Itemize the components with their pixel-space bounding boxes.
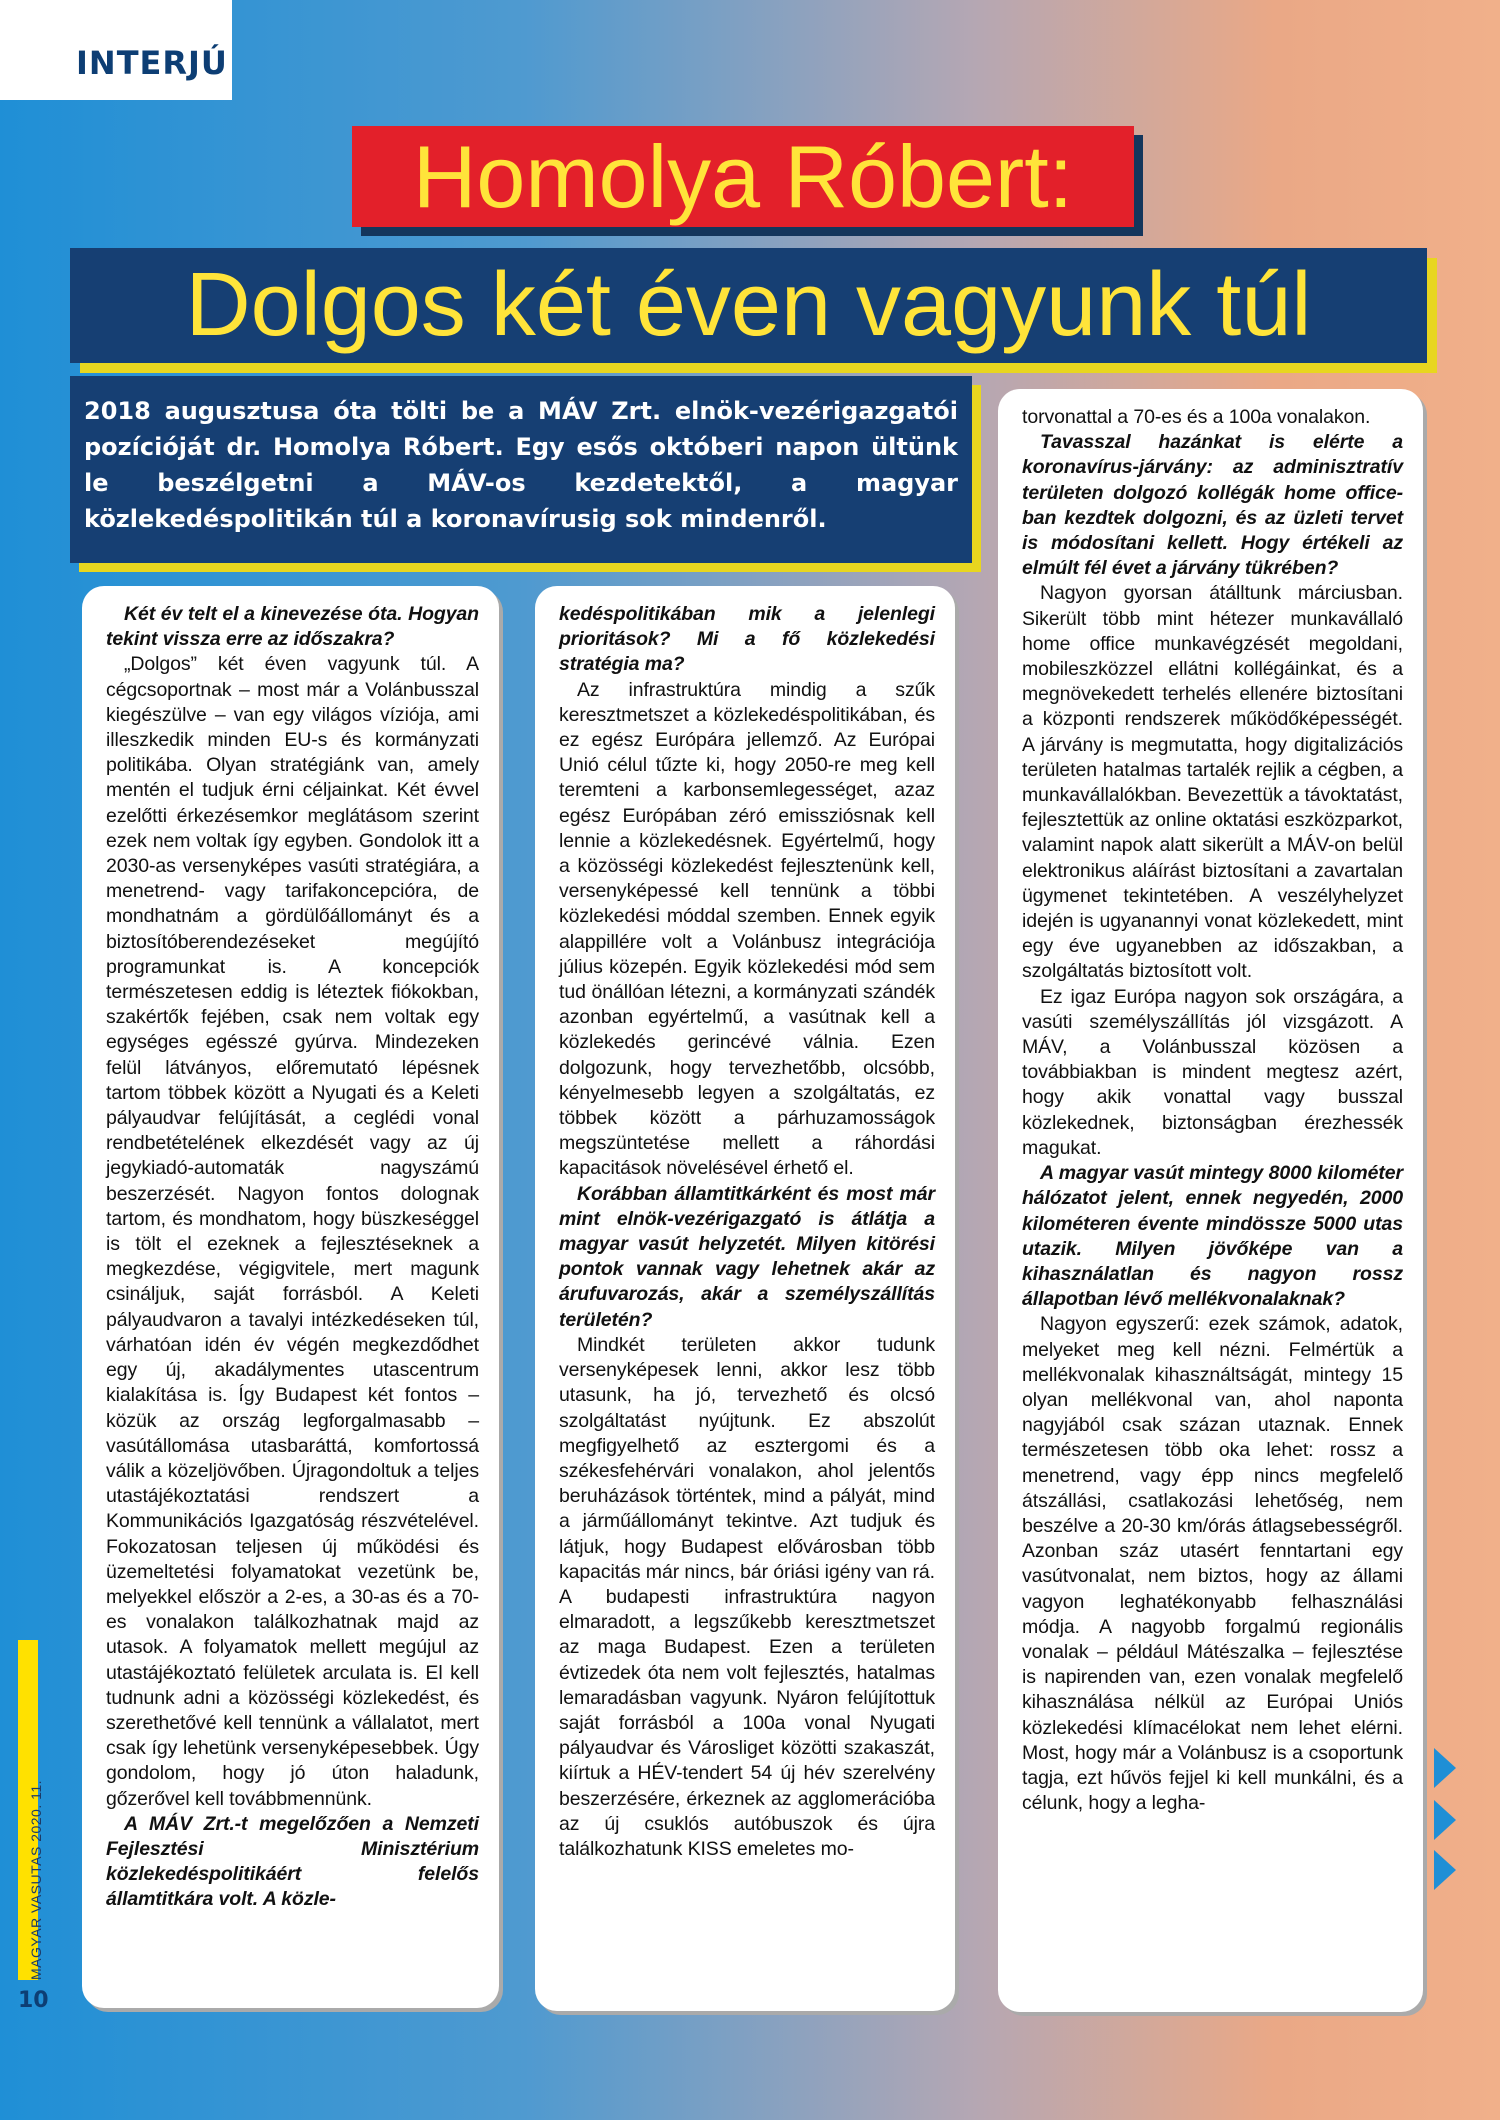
question-paragraph: A MÁV Zrt.-t megelőzően a Nemzeti Fejlesztési Minisztérium közlekedéspolitikáért felelős államtitkára volt. A közle- bbox=[106, 1812, 479, 1911]
article-column-3 bbox=[998, 389, 1423, 2012]
answer-paragraph: Ez igaz Európa nagyon sok országára, a vasúti személyszállítás jól vizsgázott. A MÁV, a Volánbusszal közösen a továbbiakban is mindent megtesz azért, hogy akik vonattal vagy busszal közlekednek, biztonságban érezhessék magukat. bbox=[1022, 985, 1403, 1159]
continue-arrow-icon bbox=[1434, 1748, 1456, 1788]
question-paragraph: A magyar vasút mintegy 8000 kilométer hálózatot jelent, ennek negyedén, 2000 kilométeren évente mindössze 5000 utas utazik. Milyen jövőképe van a kihasználatlan és nagyon rossz állapotban lévő mellékvonalaknak? bbox=[1022, 1162, 1403, 1311]
answer-paragraph: Nagyon egyszerű: ezek számok, adatok, melyeket meg kell nézni. Felmértük a mellékvonalak kihasználtságát, mintegy 15 olyan mellékvonal van, ahol naponta nagyjából csak százan utaznak. Ennek természetesen több oka lehet: rossz a menetrend, vagy épp nincs megfelelő átszállási, csatlakozási lehetőség, nem beszélve a 20-30 km/órás átlagsebességről. Azonban száz utasért fenntartani egy vasútvonalat, nem biztos, hogy az állami vagyon leghatékonyabb felhasználási módja. A nagyobb forgalmú regionális vonalak – például Mátészalka – fejlesztése is napirenden van, ezen vonalak megfelelő kihasználása nélkül az Európai Uniós közlekedési klímacélokat nem lehet elérni. Most, hogy már a Volánbusz is a csoportunk tagja, ezt hűvös fejjel ki kell munkálni, és a célunk, hogy a legha- bbox=[1022, 1313, 1403, 1815]
article-column-2 bbox=[535, 586, 955, 2011]
section-label: INTERJÚ bbox=[76, 44, 228, 82]
section-tag bbox=[0, 0, 232, 100]
question-paragraph: Tavasszal hazánkat is elérte a koronavírus-járvány: az adminisztratív területen dolgozó kollégák home office-ban kezdtek dolgozni, és az üzleti tervet is módosítani kellett. Hogy értékeli az elmúlt fél évet a járvány tükrében? bbox=[1022, 431, 1403, 580]
answer-paragraph: Az infrastruktúra mindig a szűk keresztmetszet a közlekedéspolitikában, és ez egész Európára jellemző. Az Európai Unió célul tűzte ki, hogy 2050-re meg kell teremteni a karbonsemlegességet, azaz egész Európában zéró emissziósnak kell lennie a közlekedésnek. Egyértelmű, hogy a közösségi közlekedést fejlesztenünk kell, versenyképessé kell tennünk a többi közlekedési móddal szemben. Ennek egyik alappillére volt a Volánbusz integrációja július közepén. Egyik közlekedési mód sem tud önállóan létezni, a kormányzati szándék azonban egyértelmű, a vasútnak kell a közlekedés gerincévé válnia. Ezen dolgozunk, hogy tervezhetőbb, olcsóbb, kényelmesebb legyen a szolgáltatás, ez többek között a párhuzamosságok megszüntetése mellett a ráhordási kapacitások növelésével érhető el. bbox=[559, 678, 935, 1180]
answer-paragraph: Mindkét területen akkor tudunk versenyképesek lenni, akkor lesz több utasunk, ha jó, tervezhető és olcsó szolgáltatást nyújtunk. Ez abszolút megfigyelhető az esztergomi és a székesfehérvári vonalakon, ahol jelentős beruházások történtek, mind a pályát, mind a járműállományt tekintve. Azt tudjuk és látjuk, hogy Budapest elővárosban több kapacitás már nincs, bár óriási igény van rá. A budapesti infrastruktúra nagyon elmaradott, a legszűkebb keresztmetszet az maga Budapest. Ezen a területen évtizedek óta nem volt fejlesztés, hatalmas lemaradásban vagyunk. Nyáron felújítottuk saját forrásból a 100a vonal Nyugati pályaudvar és Városliget közötti szakaszát, kiírtuk a HÉV-tendert 54 új hév szerelvény beszerzésére, érkeznek az agglomerációba az új csuklós autóbuszok és újra találkozhatunk KISS emeletes mo- bbox=[559, 1333, 935, 1860]
question-paragraph: kedéspolitikában mik a jelenlegi prioritások? Mi a fő közlekedési stratégia ma? bbox=[559, 603, 935, 676]
headline-line-1: Homolya Róbert: bbox=[352, 126, 1134, 227]
page-number: 10 bbox=[18, 1988, 49, 2013]
headline-line-2: Dolgos két éven vagyunk túl bbox=[70, 248, 1427, 363]
article-column-1 bbox=[82, 586, 499, 2008]
continue-arrow-icon bbox=[1434, 1800, 1456, 1840]
question-paragraph: Korábban államtitkárként és most már mint elnök-vezérigazgató is átlátja a magyar vasút helyzetét. Milyen kitörési pontok vannak vagy lehetnek akár az árufuvarozás, akár a személyszállítás területén? bbox=[559, 1182, 935, 1331]
question-paragraph: Két év telt el a kinevezése óta. Hogyan tekint vissza erre az időszakra? bbox=[106, 603, 479, 651]
lead-box bbox=[70, 376, 972, 563]
spine-publication: MAGYAR VASUTAS 2020. 11. bbox=[28, 1779, 44, 1980]
answer-paragraph: Nagyon gyorsan átálltunk márciusban. Sikerült több mint hétezer munkavállaló home office munkavégzését megoldani, mobileszközzel ellátni kollégáinkat, és a megnövekedett terhelés ellenére biztosítani a központi rendszerek működőképességét. A járvány is megmutatta, hogy digitalizációs területen hatalmas tartalék rejlik a cégben, a munkavállalókban. Bevezettük a távoktatást, fejlesztettük az online oktatási eszközparkot, valamint napok alatt sikerült a MÁV-on belül elektronikus aláírást biztosítani a zavartalan ügymenet tekintetében. A veszélyhelyzet idején is ugyanannyi vonat közlekedett, mint egy éve ugyanebben az időszakban, a szolgáltatás biztosított volt. bbox=[1022, 582, 1403, 983]
answer-paragraph: „Dolgos” két éven vagyunk túl. A cégcsoportnak – most már a Volánbusszal kiegészülve – van egy világos víziója, ami illeszkedik minden EU-s és kormányzati politikába. Olyan stratégiánk van, amely mentén el tudjuk érni céljainkat. Két évvel ezelőtti érkezésemkor meglátásom szerint ezek nem voltak így egyben. Gondolok itt a 2030-as versenyképes vasúti stratégiára, a menetrend- vagy tarifakoncepcióra, de mondhatnám a gördülőállományt és a biztosítóberendezéseket megújító programunkat is. A koncepciók természetesen eddig is léteztek fiókokban, szakértők fejében, csak nem voltak egy egységes egésszé gyúrva. Mindezeken felül látványos, előremutató lépésnek tartom többek között a Nyugati és a Keleti pályaudvar felújítását, a ceglédi vonal rendbetételének elkezdését vagy az új jegykiadó-automaták nagyszámú beszerzését. Nagyon fontos dolognak tartom, és mondhatom, hogy büszkeséggel is tölt el ezeknek a fejlesztéseknek a megkezdése, végigvitele, mert magunk csináljuk, saját forrásból. A Keleti pályaudvaron a tavalyi intézkedéseken túl, várhatóan idén év végén megkezdődhet egy új, akadálymentes utascentrum kialakítása is. Így Budapest két fontos – közük az ország legforgalmasabb – vasútállomása utasbaráttá, komfortossá válik a közeljövőben. Újragondoltuk a teljes utastájékoztatási rendszert a Kommunikációs Igazgatóság részvételével. Fokozatosan teljesen új működési és üzemeltetési folyamatokat vezetünk be, melyekkel először a 2-es, a 30-as és a 70-es vonalakon találkozhatnak majd az utasok. A folyamatok mellett megújul az utastájékoztató felületek arculata is. El kell tudnunk adni a közösségi közlekedést, és szerethetővé kell tennünk a vállalatot, mert csak így lehetünk versenyképesebbek. Úgy gondolom, hogy jó úton haladunk, gőzerővel kell továbbmennünk. bbox=[106, 653, 479, 1810]
answer-paragraph: torvonattal a 70-es és a 100a vonalakon. bbox=[1022, 406, 1371, 428]
lead-text: 2018 augusztusa óta tölti be a MÁV Zrt. elnök-vezérigazgatói pozícióját dr. Homolya Róbert. Egy esős októberi napon ültünk le beszélgetni a MÁV-os kezdetektől, a magyar közlekedéspolitikán túl a koronavírusig sok mindenről. bbox=[84, 397, 958, 533]
continue-arrow-icon bbox=[1434, 1850, 1456, 1890]
